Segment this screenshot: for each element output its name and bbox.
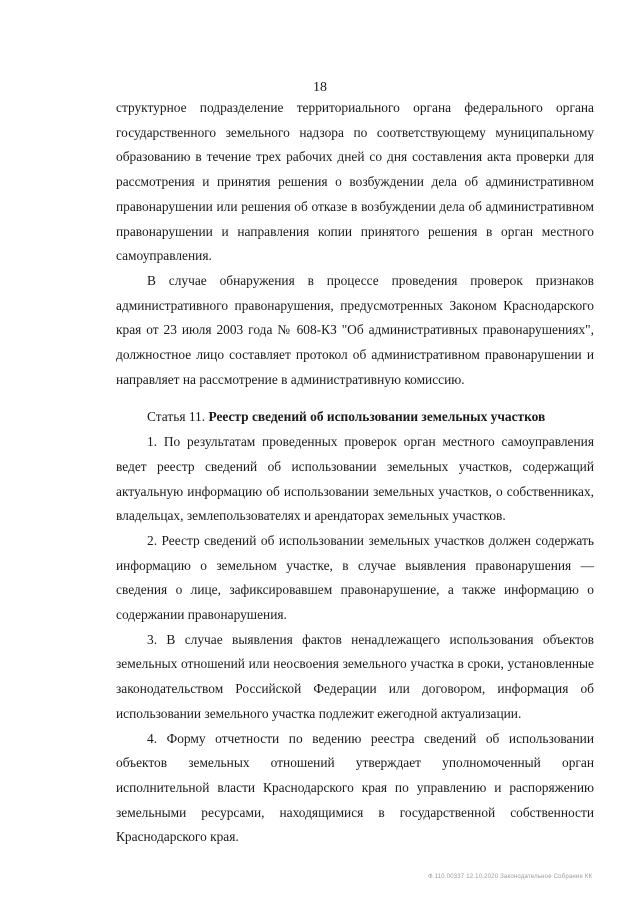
article-heading xyxy=(116,405,594,430)
paragraph-item-3: 3. В случае выявления фактов ненадлежащего использования объектов земельных отношений или неосвоения земельного участка в сроки, установленные законодательством Российской Федерации или договором, информация об использовании земельного участка подлежит ежегодной актуализации. xyxy=(116,631,594,721)
page-number: 18 xyxy=(313,80,327,95)
article-number: Статья 11. xyxy=(147,409,206,425)
paragraph-item-2: 2. Реестр сведений об использовании земельных участков должен содержать информацию о земельном участке, в случае выявления правонарушения — сведения о лице, зафиксировавшем правонарушение, а также информацию о содержании правонарушения. xyxy=(116,532,594,623)
paragraph-item-4: 4. Форму отчетности по ведению реестра сведений об использовании объектов земельных отношений утверждает уполномоченный орган исполнительной власти Краснодарского края по управлению и распоряжению земельными ресурсами, находящимися в государственной собственности Краснодарского края. xyxy=(116,730,594,845)
article-title: Реестр сведений об использовании земельных участков xyxy=(208,409,546,425)
section-gap xyxy=(116,392,594,405)
paragraph-continuation: структурное подразделение территориального органа федерального органа государственного земельного надзора по соответствующему муниципальному образованию в течение трех рабочих дней со дня составления акта проверки для рассмотрения и принятия решения о возбуждении дела об административном правонарушении или решения об отказе в возбуждении дела об административном правонарушении и направления копии принятого решения в орган местного самоуправления. xyxy=(116,100,594,264)
paragraph-violation-protocol: В случае обнаружения в процессе проведения проверок признаков административного правонарушения, предусмотренных Законом Краснодарского края от 23 июля 2003 года № 608-КЗ "Об административных правонарушениях", должностное лицо составляет протокол об административном правонарушении и направляет на рассмотрение в административную комиссию. xyxy=(116,272,594,387)
document-body xyxy=(116,96,594,850)
paragraph-item-1: 1. По результатам проведенных проверок орган местного самоуправления ведет реестр сведений об использовании земельных участков, содержащий актуальную информацию об использовании земельных участков, о собственниках, владельцах, землепользователях и арендаторах земельных участков. xyxy=(116,434,594,524)
footer-stamp: Ф.110.00337 12.10.2020 Законодательное Собрание КК xyxy=(428,874,593,880)
